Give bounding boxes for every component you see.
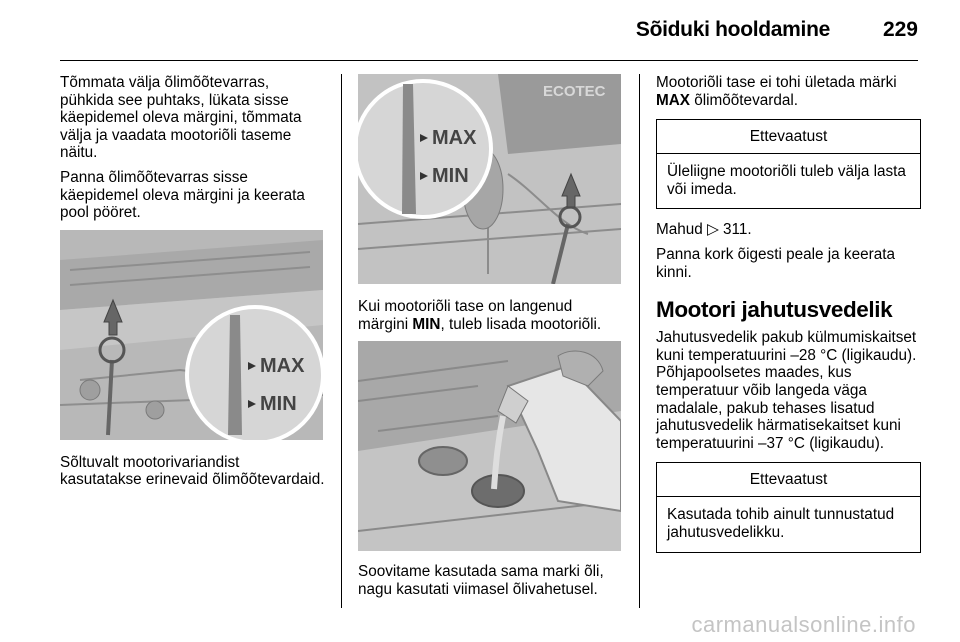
- page-header-title: Sõiduki hooldamine: [635, 18, 830, 41]
- caution-body: Kasutada tohib ainult tunnustatud jahutusvedelikku.: [667, 506, 895, 541]
- fig1-max-label: MAX: [260, 354, 305, 377]
- page-reference-icon[interactable]: ▷: [707, 221, 719, 239]
- column-1: [60, 74, 325, 496]
- engine-ecotec-image: [358, 74, 621, 284]
- caution-box-coolant: [656, 462, 921, 552]
- paragraph-insert-dipstick: Panna õlimõõtevarras sisse käepidemel oleva märgini ja keerata pool pööret.: [60, 168, 305, 222]
- paragraph-coolant-info: Jahutusvedelik pakub külmumiskaitset kuni temperatuurini –28 °C (ligikaudu). Põhjapoolsetes maades, kus temperatuur võib langeda väga madalale, pakub tehases lisatud jahutusvedelik härmatisekaitset kuni temperatuurini –37 °C (ligikaudu).: [656, 329, 917, 452]
- engine-dipstick-image: [60, 230, 323, 440]
- column-2: [358, 74, 623, 605]
- dipstick-illustration: [60, 230, 323, 440]
- column-3: [656, 74, 921, 565]
- column-divider-2: [639, 74, 640, 608]
- column-divider-1: [341, 74, 342, 608]
- fig1-min-label: MIN: [260, 392, 297, 415]
- paragraph-dipstick-variants: Sõltuvalt mootorivariandist kasutatakse erinevaid õlimõõtevardaid.: [60, 453, 325, 489]
- dipstick-closeup-illustration: [358, 74, 621, 284]
- paragraph-capacities: Mahud ▷ 311.: [656, 221, 752, 239]
- fig2-max-label: MAX: [432, 127, 477, 149]
- section-heading-coolant: Mootori jahutusvedelik: [656, 297, 893, 323]
- paragraph-pull-dipstick: Tõmmata välja õlimõõtevarras, pühkida see puhtaks, lükata sisse käepidemel oleva märgini, tõmmata välja ja vaadata mootoriõli taseme näitu.: [60, 74, 302, 162]
- oil-pouring-image: [358, 341, 621, 551]
- caution-body: Üleliigne mootoriõli tuleb välja lasta või imeda.: [667, 163, 906, 198]
- paragraph-same-brand-oil: Soovitame kasutada sama marki õli, nagu kasutati viimasel õlivahetusel.: [358, 563, 604, 598]
- caution-title: Ettevaatust: [657, 120, 920, 154]
- paragraph-close-cap: Panna kork õigesti peale ja keerata kinni.: [656, 245, 895, 281]
- pouring-oil-illustration: [358, 341, 621, 551]
- page-number: 229: [882, 18, 918, 41]
- min-mark: MIN: [412, 315, 441, 333]
- max-mark: MAX: [656, 91, 690, 109]
- caution-box-oil: [656, 119, 921, 209]
- paragraph-max-level: Mootoriõli tase ei tohi ületada märki MAX õlimõõtevardal.: [656, 74, 897, 109]
- header-rule: [60, 60, 918, 61]
- fig2-brand-label: ECOTEC: [543, 83, 606, 100]
- paragraph-add-oil: Kui mootoriõli tase on langenud märgini MIN, tuleb lisada mootoriõli.: [358, 298, 602, 333]
- watermark: carmanualsonline.info: [691, 612, 916, 637]
- fig2-min-label: MIN: [432, 165, 469, 187]
- caution-title: Ettevaatust: [657, 463, 920, 497]
